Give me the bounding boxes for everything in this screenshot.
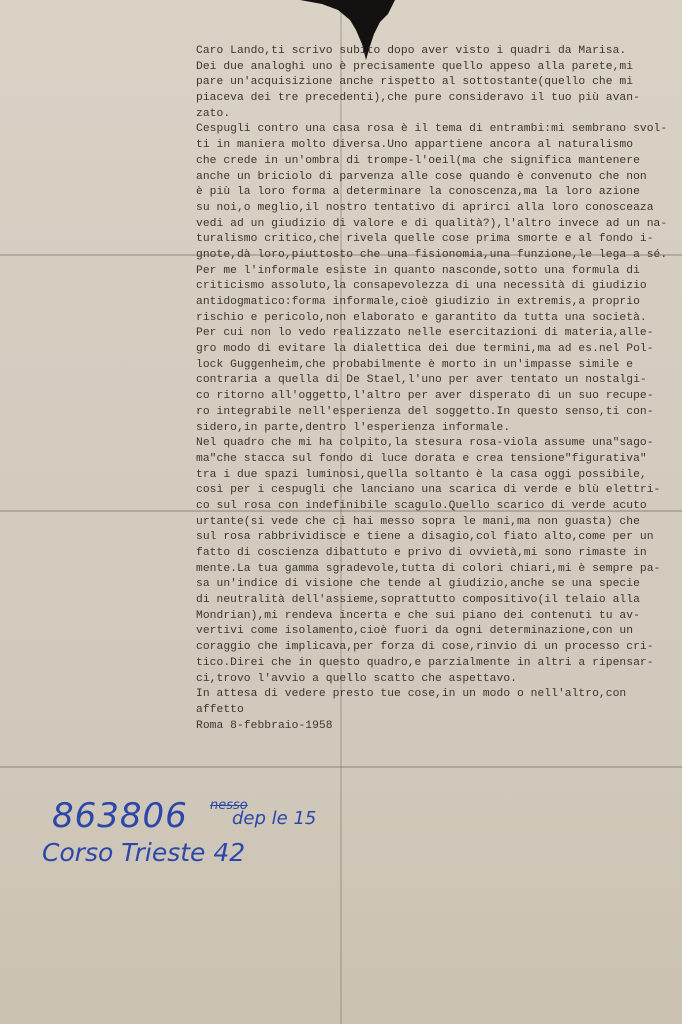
letter-line: lock Guggenheim,che probabilmente è morto in un'impasse simile e — [196, 358, 634, 371]
letter-line: contraria a quella di De Stael,l'uno per aver tentato un nostalgi- — [196, 374, 647, 387]
letter-line: Roma 8-febbraio-1958 — [196, 719, 333, 732]
letter-line: è più la loro forma a determinare la conoscenza,ma la loro azione — [196, 186, 640, 199]
letter-line: ro integrabile nell'esperienza del soggetto.In questo senso,ti con- — [196, 405, 654, 418]
letter-line: che crede in un'ombra di trompe-l'oeil(ma che significa mantenere — [196, 154, 640, 167]
letter-line: In attesa di vedere presto tue cose,in un modo o nell'altro,con — [196, 688, 627, 701]
letter-line: Mondrian),mi rendeva incerta e che sui piano dei contenuti tu av- — [196, 609, 640, 622]
letter-line: coraggio che implicava,per forza di cose,rinvio di un processo cri- — [196, 641, 654, 654]
letter-line: criticismo assoluto,la consapevolezza di una necessità di giudizio — [196, 280, 647, 293]
letter-line: co ritorno all'oggetto,l'altro per aver disperato di un suo recupe- — [196, 390, 654, 403]
letter-line: ti in maniera molto diversa.Uno appartiene ancora al naturalismo — [196, 139, 634, 152]
letter-line: sul rosa rabbrividisce e tiene a disagio,col fiato alto,come per un — [196, 531, 654, 544]
letter-line: di neutralità dell'assieme,soprattutto compositivo(il telaio alla — [196, 594, 640, 607]
letter-line: ci,trovo l'avvio a quello scatto che aspettavo. — [196, 672, 517, 685]
handwritten-number: 863806 — [52, 796, 188, 836]
letter-line: Per me l'informale esiste in quanto nasconde,sotto una formula di — [196, 264, 640, 277]
letter-line: zato. — [196, 107, 231, 120]
letter-line: Nel quadro che mi ha colpito,la stesura rosa-viola assume una"sago- — [196, 437, 654, 450]
letter-line: fatto di coscienza dibattuto e privo di ovvietà,mi sono rimaste in — [196, 547, 647, 559]
letter-line: vertivi come isolamento,cioè fuori da ogni determinazione,con un — [196, 625, 634, 638]
letter-line: vedi ad un giudizio di valore e di qualità?),l'altro invece ad un na- — [196, 217, 668, 230]
handwritten-pages-note: dep le 15 — [232, 808, 317, 829]
letter-line: piaceva dei tre precedenti),che pure consideravo il tuo più avan- — [196, 92, 640, 105]
letter-line: co sul rosa con indefinibile scagulo.Quello scarico di verde acuto — [196, 499, 647, 512]
letter-line: rischio e pericolo,non elaborato e garantito da tutta una società. — [196, 311, 647, 324]
letter-line: gnote,dà loro,piuttosto che una fisionomia,una funzione,le lega a sé. — [196, 248, 668, 261]
letter-line: così per i cespugli che lanciano una scarica di verde e blù elettri- — [196, 484, 661, 497]
letter-line: Per cui non lo vedo realizzato nelle esercitazioni di materia,alle- — [196, 327, 654, 340]
letter-line: su noi,o meglio,il nostro tentativo di aprirci alla loro conosceaza — [196, 201, 654, 214]
letter-line: turalismo critico,che rivela quelle cose prima smorte e al fondo i- — [196, 233, 654, 246]
letter-line: sa un'indice di visione che tende al giudizio,anche se una specie — [196, 578, 640, 591]
letter-line: ma"che stacca sul fondo di luce dorata e crea tensione"figurativa" — [196, 452, 647, 465]
letter-line: Dei due analoghi uno è precisamente quello appeso alla parete,mi — [196, 60, 634, 73]
letter-line: mente.La tua gamma sgradevole,tutta di colori chiari,mi è sempre pa- — [196, 562, 661, 575]
letter-line: pare un'acquisizione anche rispetto al sottostante(quello che mi — [196, 76, 634, 89]
letter-line: anche un briciolo di parvenza alle cose quando è convenuto che non — [196, 170, 647, 183]
letter-line: affetto — [196, 703, 244, 716]
letter-line: urtante(si vede che ci hai messo sopra le mani,ma non guasta) che — [196, 515, 640, 528]
letter-line: tra i due spazi luminosi,quella soltanto è la casa oggi possibile, — [196, 468, 647, 481]
letter-line: gro modo di evitare la dialettica dei due termini,ma ad es.nel Pol- — [196, 343, 654, 356]
handwritten-address: Corso Trieste 42 — [42, 838, 246, 867]
typed-letter-body — [196, 44, 666, 734]
letter-line: sidero,in parte,dentro l'esperienza informale. — [196, 421, 511, 434]
letter-line: antidogmatico:forma informale,cioè giudizio in extremis,a proprio — [196, 296, 640, 308]
letter-line: tico.Direi che in questo quadro,e parzialmente in altri a ripensar- — [196, 656, 654, 669]
struck-note: nesso — [210, 798, 248, 813]
letter-line: Cespugli contro una casa rosa è il tema di entrambi:mi sembrano svol- — [196, 123, 668, 136]
letter-line: Caro Lando,ti scrivo subito dopo aver visto i quadri da Marisa. — [196, 45, 627, 57]
